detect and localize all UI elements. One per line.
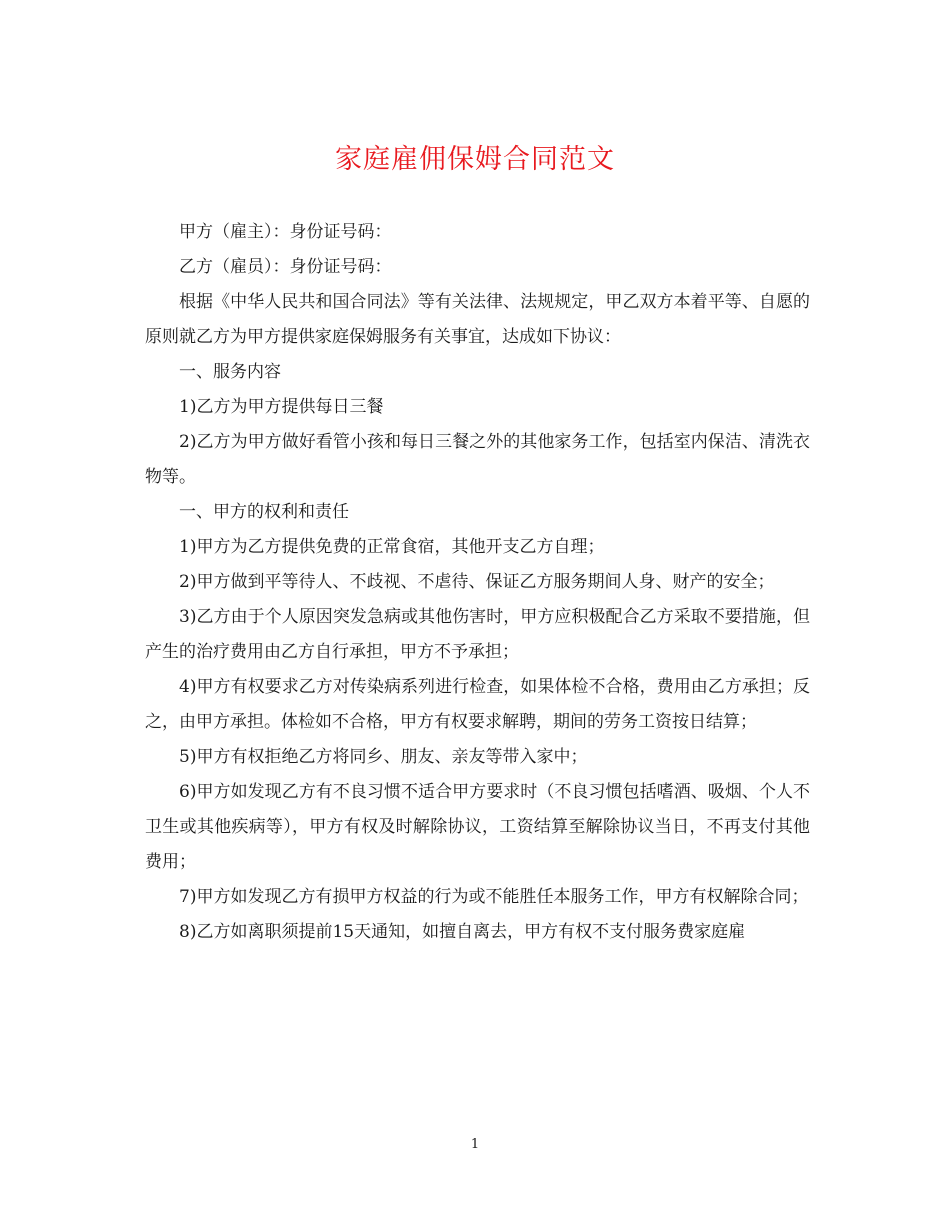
paragraph-item: 2)乙方为甲方做好看管小孩和每日三餐之外的其他家务工作，包括室内保洁、清洗衣物等。 bbox=[145, 432, 810, 487]
paragraph-item: 1)甲方为乙方提供免费的正常食宿，其他开支乙方自理； bbox=[179, 537, 605, 557]
paragraph-item: 4)甲方有权要求乙方对传染病系列进行检查，如果体检不合格，费用由乙方承担；反之，由甲方承担。体检如不合格，甲方有权要求解聘，期间的劳务工资按日结算； bbox=[145, 677, 810, 732]
paragraph-party-b: 乙方（雇员）：身份证号码： bbox=[179, 257, 392, 277]
paragraph-item: 2)甲方做到平等待人、不歧视、不虐待、保证乙方服务期间人身、财产的安全； bbox=[179, 572, 775, 592]
paragraph-item: 5)甲方有权拒绝乙方将同乡、朋友、亲友等带入家中； bbox=[179, 747, 588, 767]
paragraph-item: 8)乙方如离职须提前15天通知，如擅自离去，甲方有权不支付服务费家庭雇 bbox=[179, 922, 746, 942]
paragraph-preamble: 根据《中华人民共和国合同法》等有关法律、法规规定，甲乙双方本着平等、自愿的原则就乙方为甲方提供家庭保姆服务有关事宜，达成如下协议： bbox=[145, 292, 810, 347]
paragraph-item: 1)乙方为甲方提供每日三餐 bbox=[179, 397, 384, 417]
page-number: 1 bbox=[470, 1137, 480, 1152]
paragraph-item: 7)甲方如发现乙方有损甲方权益的行为或不能胜任本服务工作，甲方有权解除合同； bbox=[179, 887, 809, 907]
paragraph-item: 3)乙方由于个人原因突发急病或其他伤害时，甲方应积极配合乙方采取不要措施，但产生的治疗费用由乙方自行承担，甲方不予承担； bbox=[145, 607, 810, 662]
paragraph-item: 6)甲方如发现乙方有不良习惯不适合甲方要求时（不良习惯包括嗜酒、吸烟、个人不卫生或其他疾病等），甲方有权及时解除协议，工资结算至解除协议当日，不再支付其他费用； bbox=[145, 782, 810, 872]
document-title: 家庭雇佣保姆合同范文 bbox=[335, 144, 615, 175]
paragraph-party-a: 甲方（雇主）：身份证号码： bbox=[179, 222, 392, 242]
section-heading-rights: 一、甲方的权利和责任 bbox=[179, 502, 349, 522]
section-heading-service: 一、服务内容 bbox=[179, 362, 281, 382]
document-body bbox=[145, 215, 810, 950]
